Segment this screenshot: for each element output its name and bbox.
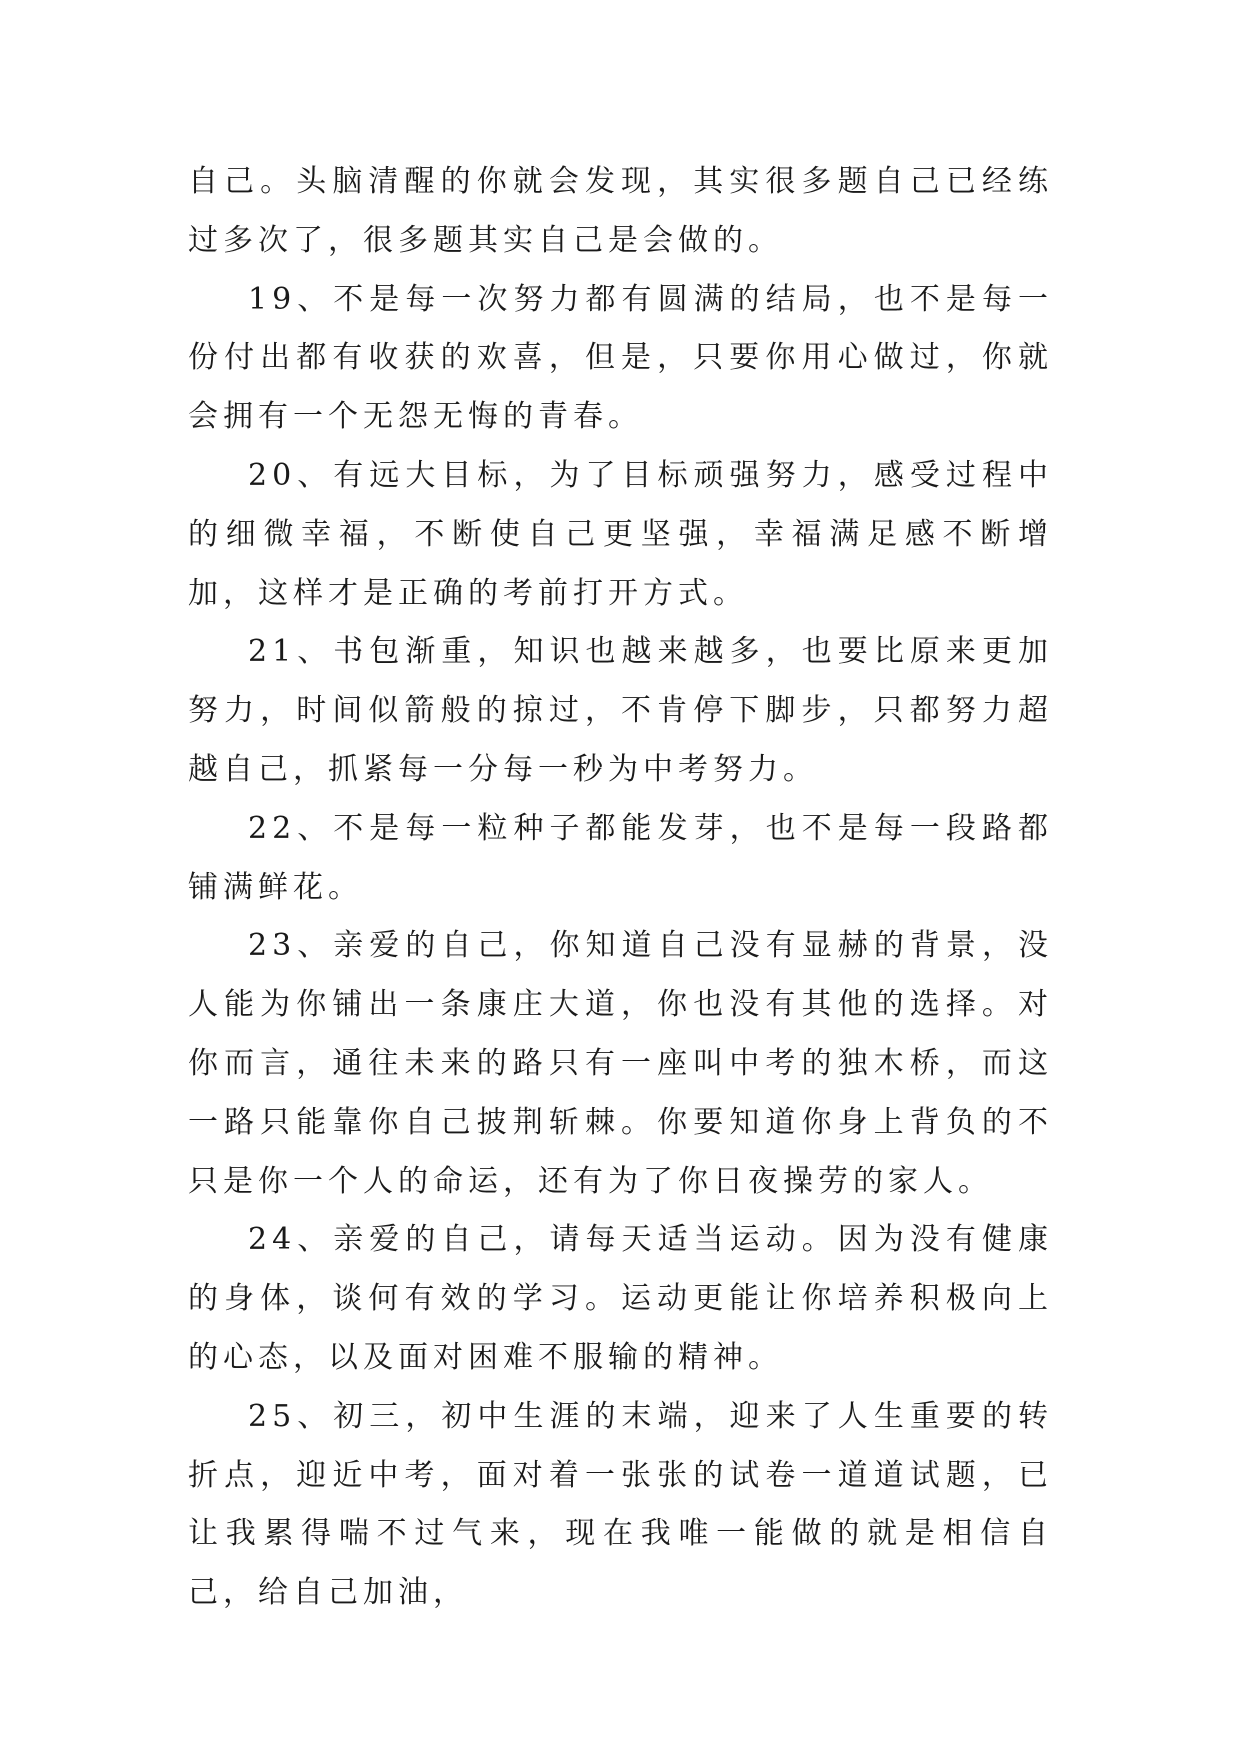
- paragraph-19: 19、不是每一次努力都有圆满的结局，也不是每一份付出都有收获的欢喜，但是，只要你用心做过，你就会拥有一个无怨无悔的青春。: [188, 281, 1053, 435]
- paragraph-24: 24、亲爱的自己，请每天适当运动。因为没有健康的身体，谈何有效的学习。运动更能让你培养积极向上的心态，以及面对困难不服输的精神。: [188, 1222, 1053, 1375]
- paragraph-25: 25、初三，初中生涯的末端，迎来了人生重要的转折点，迎近中考，面对着一张张的试卷一道道试题，已让我累得喘不过气来，现在我唯一能做的就是相信自己，给自己加油，: [188, 1398, 1053, 1611]
- paragraph-22: 22、不是每一粒种子都能发芽，也不是每一段路都铺满鲜花。: [188, 810, 1053, 905]
- paragraph-20: 20、有远大目标，为了目标顽强努力，感受过程中的细微幸福，不断使自己更坚强，幸福满足感不断增加，这样才是正确的考前打开方式。: [188, 457, 1053, 611]
- document-body: [188, 153, 1053, 1623]
- paragraph-21: 21、书包渐重，知识也越来越多，也要比原来更加努力，时间似箭般的掠过，不肯停下脚步，只都努力超越自己，抓紧每一分每一秒为中考努力。: [188, 634, 1053, 787]
- paragraph-continuation: 自己。头脑清醒的你就会发现，其实很多题自己已经练过多次了，很多题其实自己是会做的。: [188, 164, 1053, 258]
- paragraph-23: 23、亲爱的自己，你知道自己没有显赫的背景，没人能为你铺出一条康庄大道，你也没有其他的选择。对你而言，通往未来的路只有一座叫中考的独木桥，而这一路只能靠你自己披荆斩棘。你要知道你身上背负的不只是你一个人的命运，还有为了你日夜操劳的家人。: [188, 928, 1053, 1199]
